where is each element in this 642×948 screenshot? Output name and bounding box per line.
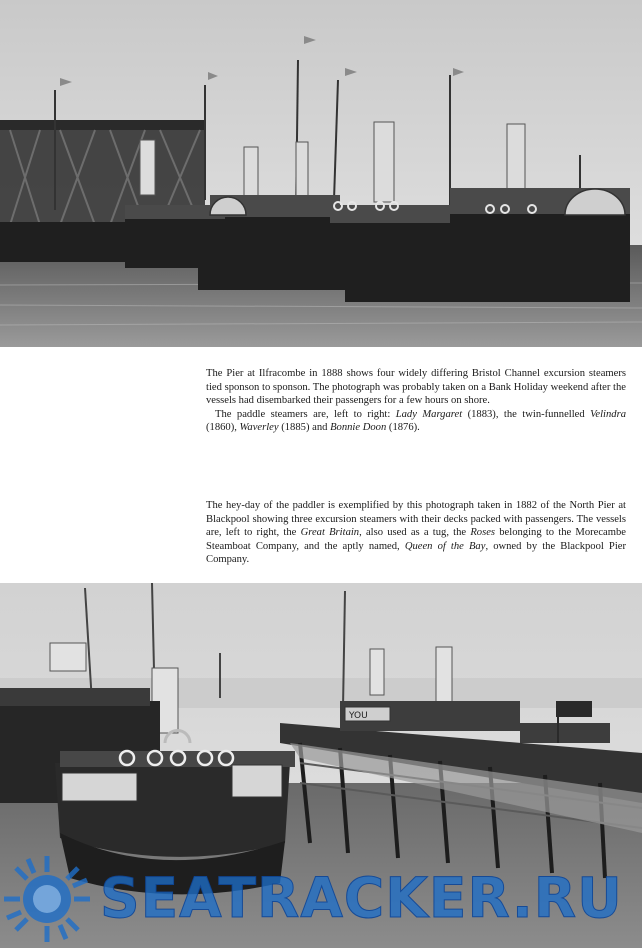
watermark-text: SEATRACKER.RU <box>100 866 623 930</box>
photo-ilfracombe-pier-image <box>0 0 642 347</box>
caption-blackpool <box>206 499 626 567</box>
caption-blackpool-text-2: , also used as a tug, the <box>359 527 471 539</box>
caption-ilfracombe-year-2: (1860), <box>206 422 240 434</box>
caption-ilfracombe-year-1: (1883), the twin-funnelled <box>462 408 591 420</box>
caption-ilfracombe-year-3: (1885) and <box>278 422 331 434</box>
watermark-sun-icon <box>2 854 92 944</box>
caption-ilfracombe <box>206 367 626 435</box>
caption-blackpool-text-1: The hey-day of the paddler is exemplified by this photograph taken in 1882 of the North Pier at Blackpool showing three excursion steamers with their decks packed with passengers. The vessels are, left to right, the <box>206 500 626 539</box>
caption-blackpool-paragraph <box>206 499 626 567</box>
caption-ilfracombe-paragraph-2 <box>206 408 626 435</box>
caption-ilfracombe-paragraph-1: The Pier at Ilfracombe in 1888 shows four widely differing Bristol Channel excursion steamers tied sponson to sponson. The photograph was probably taken on a Bank Holiday weekend after the vessels had disembarked their passengers for a few hours on shore. <box>206 368 626 407</box>
watermark <box>0 848 642 948</box>
ship-name-waverley: Waverley <box>239 422 279 434</box>
caption-blackpool-text-4: , owned by the Blackpool Pier Company. <box>206 540 626 566</box>
ship-name-lady-margaret: Lady Margaret <box>395 408 463 420</box>
photo-ilfracombe-pier <box>0 0 642 347</box>
pier-sign-text: YOU <box>349 711 368 721</box>
ship-name-queen-of-the-bay: Queen of the Bay <box>404 540 486 552</box>
ship-name-bonnie-doon: Bonnie Doon <box>330 422 387 434</box>
ship-name-roses: Roses <box>470 527 496 539</box>
caption-ilfracombe-intro: The paddle steamers are, left to right: <box>215 408 396 420</box>
caption-blackpool-text-3: belonging to the Morecambe Steamboat Company, and the aptly named, <box>206 527 626 552</box>
ship-name-velindra: Velindra <box>590 408 627 420</box>
ship-name-great-britain: Great Britain <box>300 527 360 539</box>
caption-ilfracombe-year-4: (1876). <box>386 422 420 434</box>
